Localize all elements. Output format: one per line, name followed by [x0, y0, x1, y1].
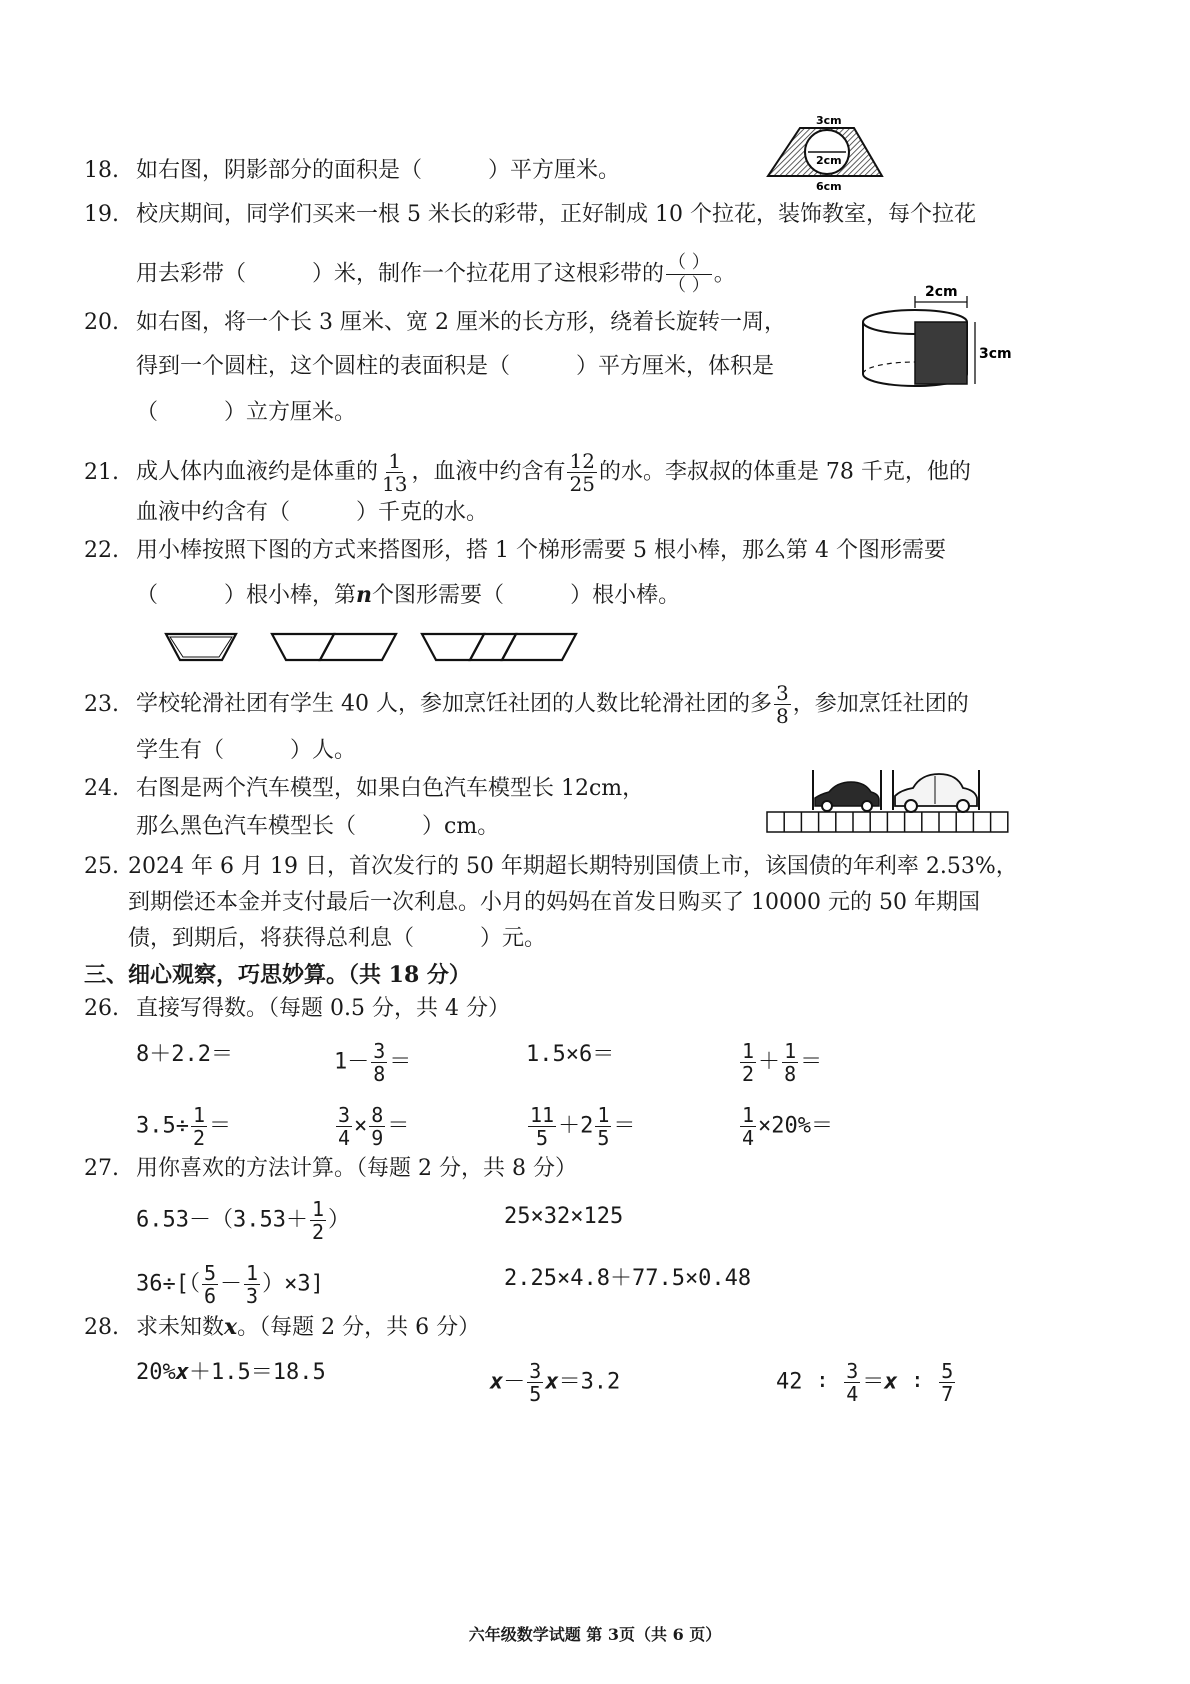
calc-item-1: 8＋2.2＝ [136, 1042, 233, 1067]
question-number: 21. [84, 459, 119, 485]
answer-blank[interactable] [504, 581, 570, 611]
cylinder-figure [855, 280, 1035, 400]
question-text: ）立方厘米。 [224, 400, 357, 425]
page-footer: 六年级数学试题 第 3页（共 6 页） [468, 1625, 722, 1644]
calc-item-11: 36÷[（ $\frac{5}{6}$ － $\frac{1}{3}$ ）×3] [136, 1261, 324, 1308]
question-19-line-1 [84, 200, 976, 230]
answer-blank[interactable] [422, 156, 488, 186]
question-25-line-3: 债，到期后，将获得总利息（ ）元。 [128, 924, 546, 954]
answer-blank[interactable] [356, 812, 422, 842]
question-23-line-1: 23. 学校轮滑社团有学生 40 人，参加烹饪社团的人数比轮滑社团的多 $\frac{3}{8}$ ，参加烹饪社团的 [84, 681, 969, 728]
answer-blank[interactable] [510, 352, 576, 382]
answer-blank[interactable] [158, 581, 224, 611]
question-number: 26. [84, 996, 119, 1021]
question-21-line-2: 血液中约含有（ ）千克的水。 [136, 498, 488, 528]
answer-blank[interactable] [158, 398, 224, 428]
equation-2: x－ $\frac{3}{5}$ x＝3.2 [490, 1359, 621, 1406]
question-20-line-3: （ ）立方厘米。 [136, 398, 356, 428]
question-25-line-2: 到期偿还本金并支付最后一次利息。小月的妈妈在首发日购买了 10000 元的 50 年期国 [128, 890, 980, 915]
answer-blank[interactable] [290, 498, 356, 528]
question-number: 18. [84, 158, 119, 183]
question-18 [84, 156, 620, 186]
question-20-line-1 [84, 308, 786, 338]
answer-blank[interactable] [224, 736, 290, 766]
question-26-title: 26. 直接写得数。（每题 0.5 分，共 4 分） [84, 994, 510, 1024]
section-heading: 三、细心观察，巧思妙算。（共 18 分） [84, 962, 471, 988]
question-24-line-1: 24. 右图是两个汽车模型，如果白色汽车模型长 12cm， [84, 774, 644, 804]
question-22-line-2: （ ）根小棒，第n个图形需要（ ）根小棒。 [136, 580, 680, 611]
fig-label-height: 3cm [979, 346, 1012, 362]
calc-item-12: 2.25×4.8＋77.5×0.48 [504, 1266, 752, 1291]
calc-item-8: $\frac{1}{4}$ ×20%＝ [742, 1103, 834, 1150]
question-27-title: 27. 用你喜欢的方法计算。（每题 2 分，共 8 分） [84, 1154, 577, 1184]
calc-item-2: 1－ $\frac{3}{8}$ ＝ [334, 1039, 412, 1086]
calc-item-3: 1.5×6＝ [526, 1042, 615, 1067]
question-number: 23. [84, 691, 119, 717]
fraction: $\frac{3}{8}$ [775, 681, 789, 728]
question-text: 如右图，将一个长 3 厘米、宽 2 厘米的长方形，绕着长旋转一周， [136, 310, 786, 335]
question-number: 28. [84, 1315, 119, 1340]
question-number: 27. [84, 1156, 119, 1181]
calc-item-4: $\frac{1}{2}$ ＋ $\frac{1}{8}$ ＝ [742, 1039, 823, 1086]
question-text: ）平方厘米。 [488, 158, 621, 183]
question-text: ）米，制作一个拉花用了这根彩带的 [312, 261, 665, 287]
question-text: 用去彩带（ [136, 261, 247, 287]
question-22-line-1: 22. 用小棒按照下图的方式来搭图形，搭 1 个梯形需要 5 根小棒，那么第 4 个图形需要 [84, 536, 946, 566]
fraction: $\frac{12}{25}$ [569, 449, 595, 496]
calc-item-5: 3.5÷ $\frac{1}{2}$ ＝ [136, 1103, 232, 1150]
trapezoid-sticks-figure [160, 628, 590, 668]
fig-label-top: 3cm [816, 114, 842, 127]
fig-label-middle: 2cm [816, 154, 842, 167]
variable-n: n [356, 582, 373, 608]
question-19-line-2: 用去彩带（ ）米，制作一个拉花用了这根彩带的 $\frac{( )}{( )}$ 。 [136, 252, 736, 296]
question-28-title: 28. 求未知数x。（每题 2 分，共 6 分） [84, 1312, 480, 1343]
question-number: 20. [84, 310, 119, 335]
question-24-line-2: 那么黑色汽车模型长（ ）cm。 [136, 812, 499, 842]
fraction: $\frac{1}{13}$ [382, 449, 408, 496]
question-number: 22. [84, 538, 119, 563]
trapezoid-circle-figure [760, 110, 890, 200]
answer-blank[interactable] [246, 260, 312, 290]
calc-item-7: $\frac{11}{5}$ ＋2 $\frac{1}{5}$ ＝ [530, 1103, 636, 1150]
calc-item-10: 25×32×125 [504, 1204, 624, 1229]
question-number: 24. [84, 776, 119, 801]
question-20-line-2 [136, 352, 774, 382]
calc-item-6: $\frac{3}{4}$ × $\frac{8}{9}$ ＝ [338, 1103, 410, 1150]
question-number: 25. [84, 854, 119, 879]
fig-label-bottom: 6cm [816, 180, 842, 193]
fraction-blank[interactable]: $\frac{( )}{( )}$ [668, 252, 710, 296]
equation-1: 20%x＋1.5＝18.5 [136, 1360, 326, 1385]
calc-item-9: 6.53－（3.53＋ $\frac{1}{2}$ ） [136, 1197, 351, 1244]
fig-label-width: 2cm [925, 284, 958, 300]
question-text: 校庆期间，同学们买来一根 5 米长的彩带，正好制成 10 个拉花，装饰教室，每个拉花 [136, 202, 976, 227]
question-number: 19. [84, 202, 119, 227]
question-21-line-1: 21. 成人体内血液约是体重的 $\frac{1}{13}$ ，血液中约含有 $\frac{12}{25}$ 的水。李叔叔的体重是 78 千克，他的 [84, 449, 971, 496]
car-models-figure [765, 766, 1015, 838]
question-text: 得到一个圆柱，这个圆柱的表面积是（ [136, 354, 511, 379]
question-23-line-2: 学生有（ ）人。 [136, 736, 356, 766]
answer-blank[interactable] [414, 924, 480, 954]
equation-3: 42 ∶ $\frac{3}{4}$ ＝x ∶ $\frac{5}{7}$ [776, 1359, 954, 1406]
question-text: 如右图，阴影部分的面积是（ [136, 158, 423, 183]
question-text: ）平方厘米，体积是 [576, 354, 775, 379]
question-25-line-1: 25. 2024 年 6 月 19 日，首次发行的 50 年期超长期特别国债上市，该国债的年利率 2.53%， [84, 852, 1018, 882]
variable-x: x [224, 1314, 238, 1340]
